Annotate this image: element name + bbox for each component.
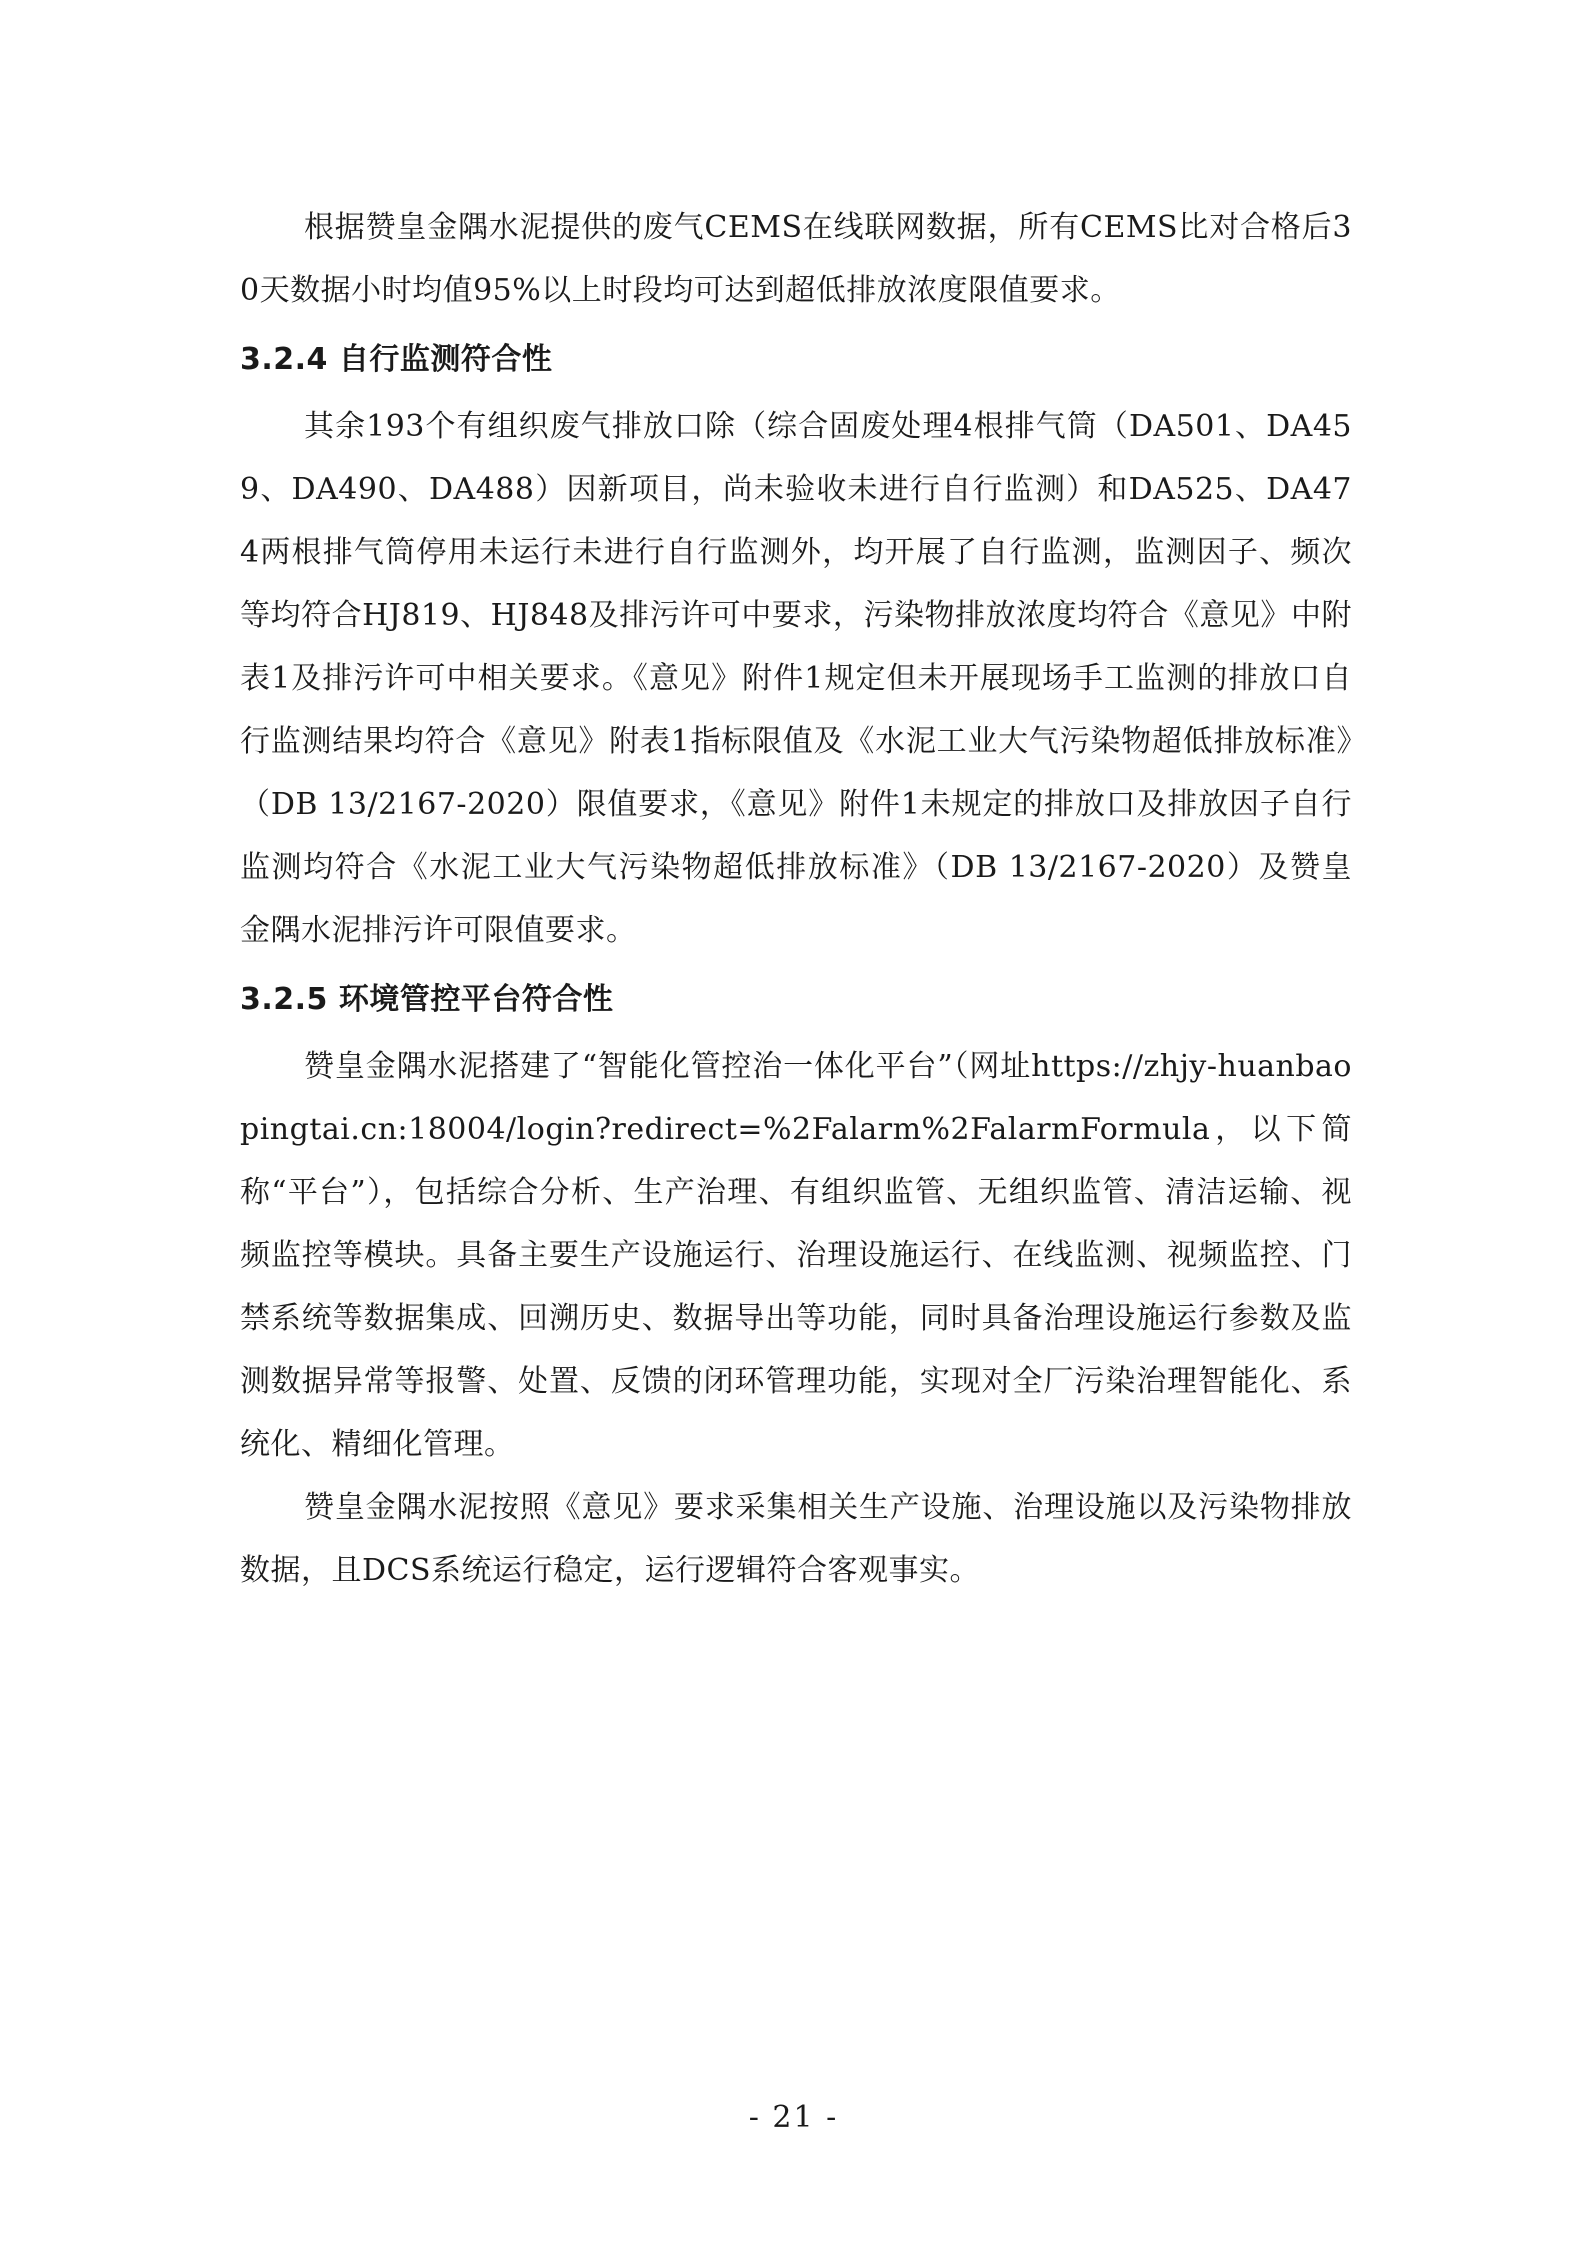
paragraph-cems-data: 根据赞皇金隅水泥提供的废气CEMS在线联网数据，所有CEMS比对合格后30天数据小时均值95%以上时段均可达到超低排放浓度限值要求。 (240, 210, 1352, 308)
section-heading-self-monitoring: 3.2.4 自行监测符合性 (240, 342, 553, 377)
paragraph-self-monitoring: 其余193个有组织废气排放口除（综合固废处理4根排气筒（DA501、DA459、DA490、DA488）因新项目，尚未验收未进行自行监测）和DA525、DA474两根排气筒停用未运行未进行自行监测外，均开展了自行监测，监测因子、频次等均符合HJ819、HJ848及排污许可中要求，污染物排放浓度均符合《意见》中附表1及排污许可中相关要求。《意见》附件1规定但未开展现场手工监测的排放口自行监测结果均符合《意见》附表1指标限值及《水泥工业大气污染物超低排放标准》（DB 13/2167-2020）限值要求，《意见》附件1未规定的排放口及排放因子自行监测均符合《水泥工业大气污染物超低排放标准》（DB 13/2167-2020）及赞皇金隅水泥排污许可限值要求。 (240, 409, 1352, 948)
page-number: - 21 - (748, 2100, 839, 2135)
paragraph-control-platform: 赞皇金隅水泥搭建了“智能化管控治一体化平台”（网址https://zhjy-huanbaopingtai.cn:18004/login?redirect=%2Falarm%2FalarmFormula，以下简称“平台”），包括综合分析、生产治理、有组织监管、无组织监管、清洁运输、视频监控等模块。具备主要生产设施运行、治理设施运行、在线监测、视频监控、门禁系统等数据集成、回溯历史、数据导出等功能，同时具备治理设施运行参数及监测数据异常等报警、处置、反馈的闭环管理功能，实现对全厂污染治理智能化、系统化、精细化管理。 (240, 1049, 1352, 1462)
page-body (240, 196, 1352, 1602)
section-heading-control-platform: 3.2.5 环境管控平台符合性 (240, 982, 614, 1017)
paragraph-dcs-system: 赞皇金隅水泥按照《意见》要求采集相关生产设施、治理设施以及污染物排放数据，且DCS系统运行稳定，运行逻辑符合客观事实。 (240, 1490, 1352, 1588)
